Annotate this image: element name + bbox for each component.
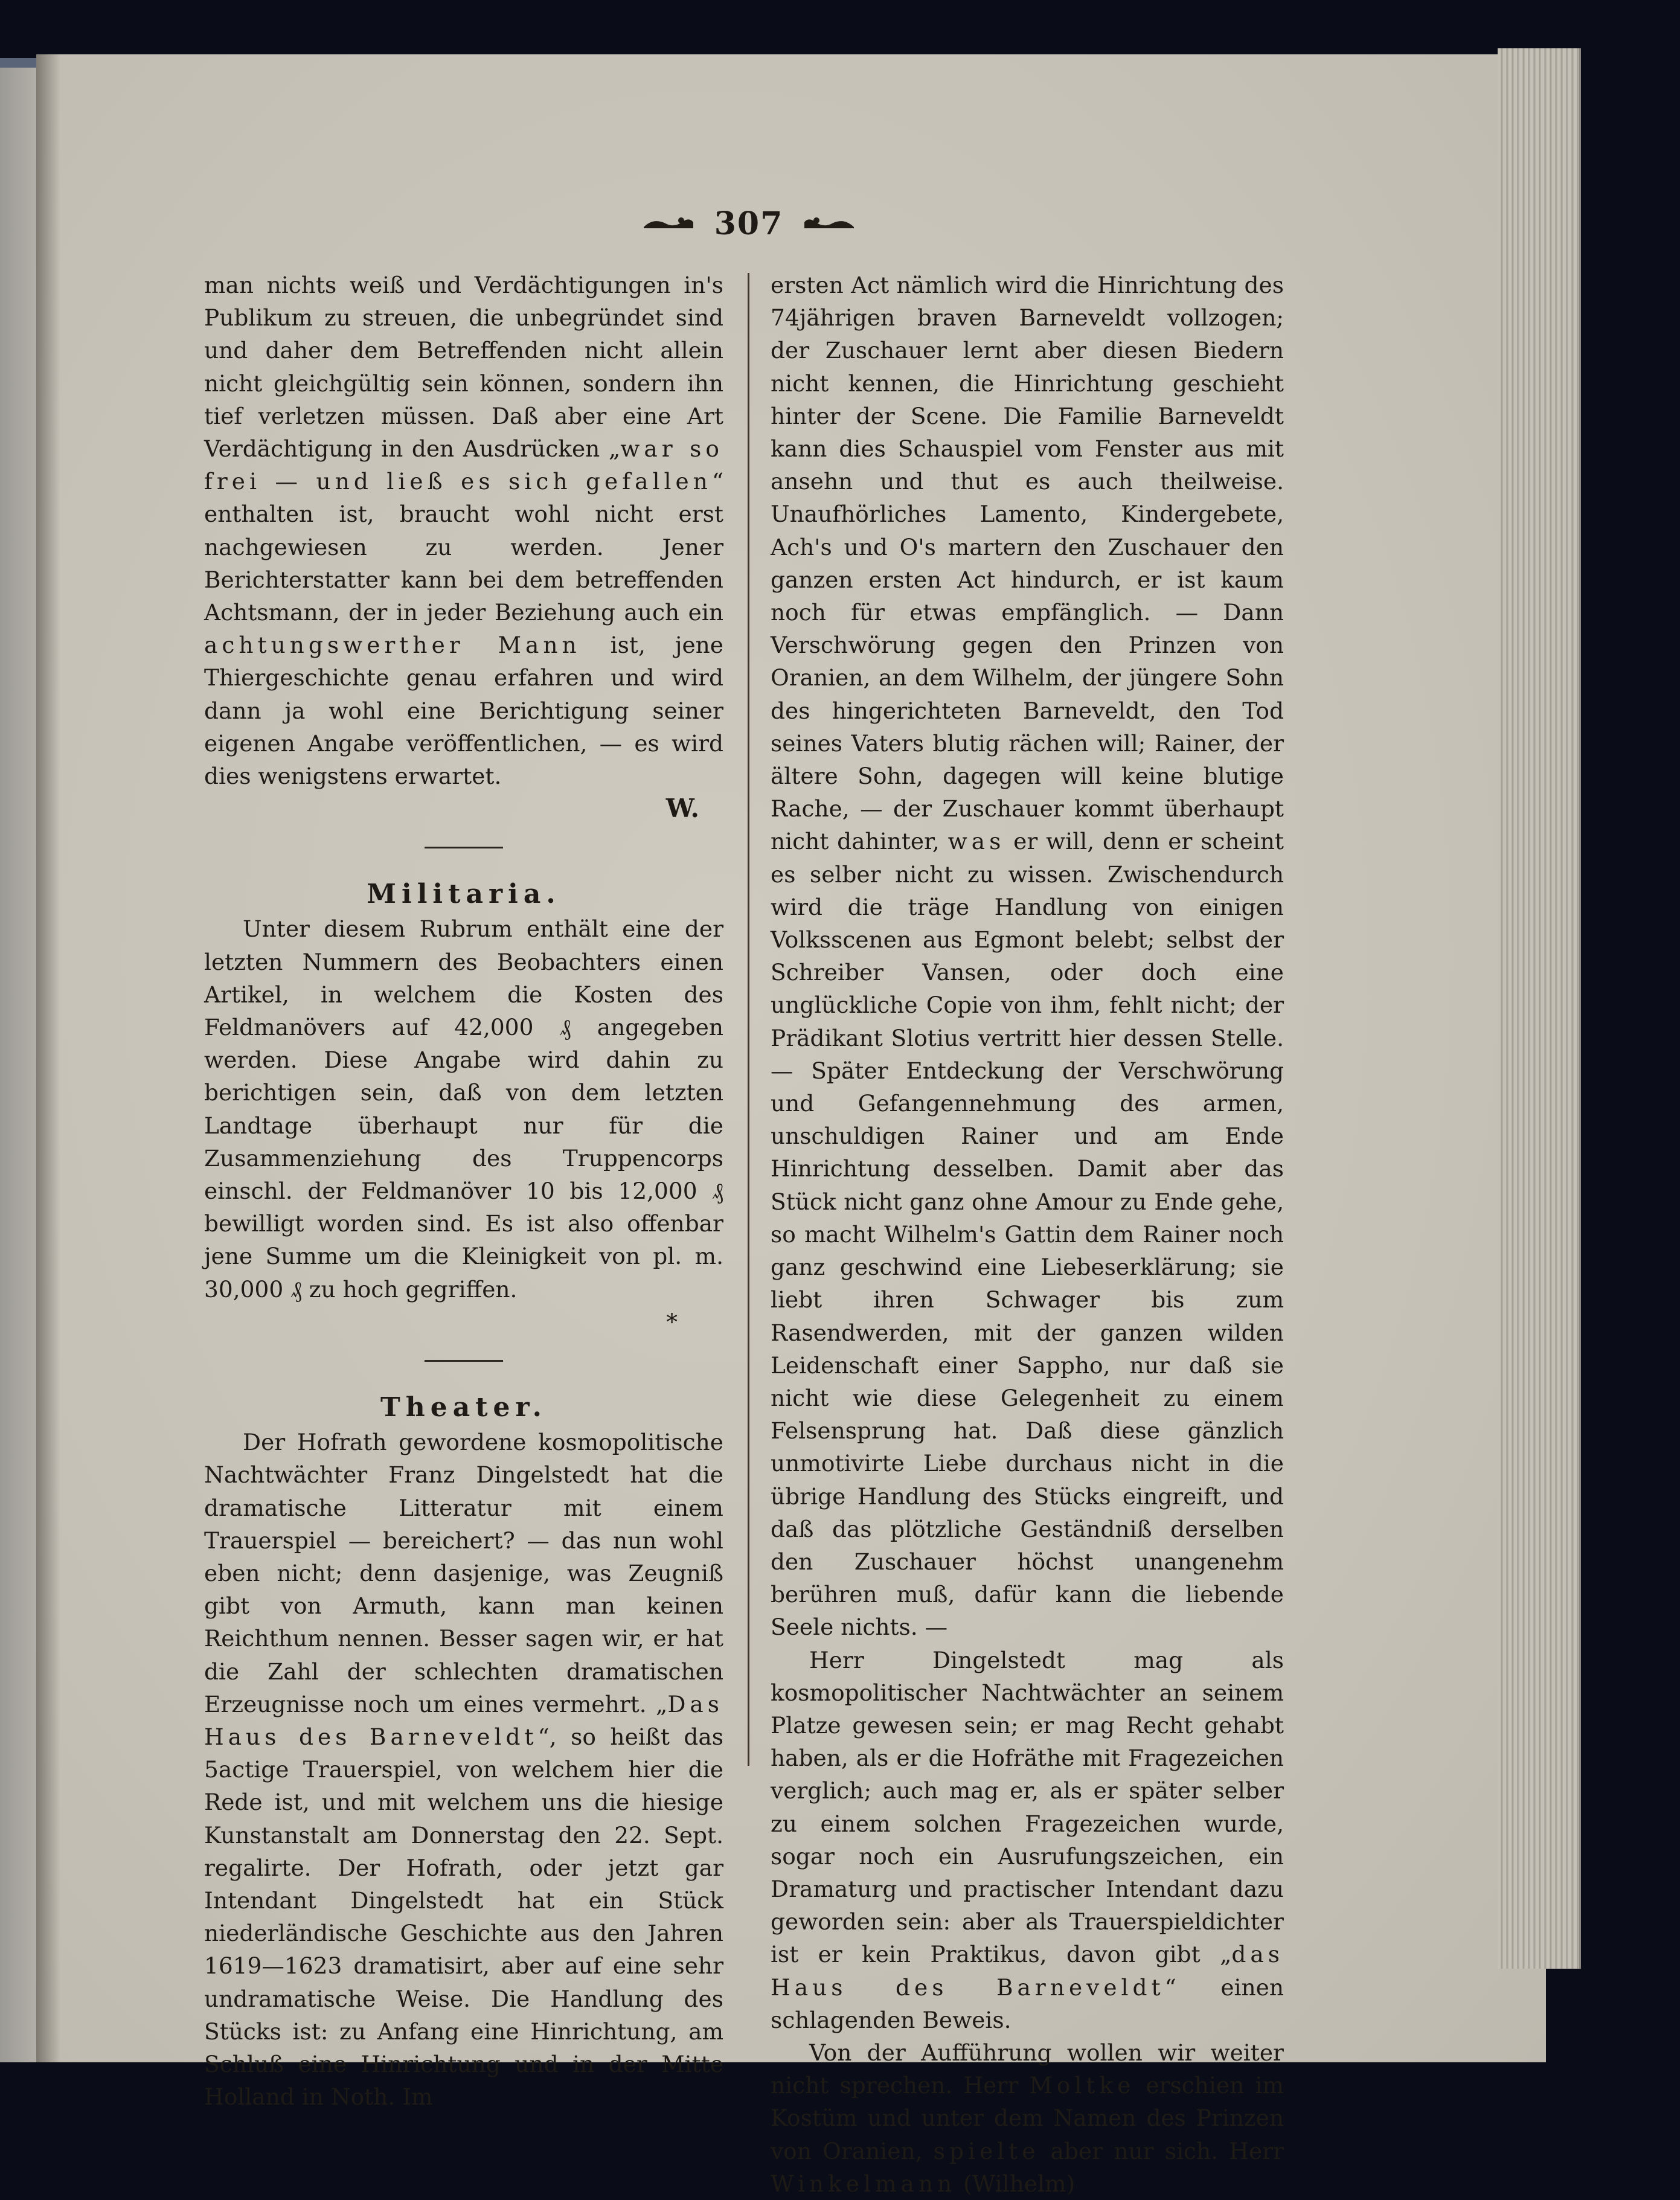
column-divider [748, 273, 749, 1766]
section-title-militaria: Militaria. [367, 879, 561, 910]
emphasis-run: war so frei — und ließ es sich gefallen [204, 435, 724, 495]
dingelstedt-paragraph [771, 1644, 1284, 2036]
paragraph-continuation [204, 269, 723, 792]
text-run: ist, jene Thiergeschichte genau erfahren und wird dann ja wohl eine Berichtigung seiner eigenen Angabe veröffentlichen, — es wird dies wenigstens erwartet. [204, 632, 723, 790]
emphasis-run: spielte [933, 2137, 1040, 2164]
page-number: 307 [714, 205, 784, 242]
right-column [771, 269, 1284, 2200]
section-separator [425, 1360, 503, 1362]
text-run: Von der Aufführung wollen wir weiter nicht sprechen. Herr [771, 2039, 1284, 2099]
text-run: “, so heißt das 5actige Trauerspiel, von welchem hier die Rede ist, und mit welchem uns die hiesige Kunstanstalt am Donnerstag den 22. Sept. regalirte. Der Hofrath, oder jetzt gar Intendant Dingelstedt hat ein Stück niederländische Geschichte aus den Jahren 1619—1623 dramatisirt, aber auf eine sehr undramatische Weise. Die Handlung des Stücks ist: zu Anfang eine Hinrichtung, am Schluß eine Hinrichtung und in der Mitte Holland in Noth. Im [204, 1723, 723, 2111]
emphasis-run: Das Haus des Barneveldt [204, 1690, 723, 1750]
text-run: erschien im Kostüm und unter dem Namen des Prinzen von Oranien, [771, 2072, 1284, 2164]
militaria-paragraph: Unter diesem Rubrum enthält eine der letzten Nummern des Beobachters einen Artikel, in welchem die Kosten des Feldmanövers auf 42,000 ₰ angegeben werden. Diese Angabe wird dahin zu berichtigen sein, daß von dem letzten Landtage überhaupt nur für die Zusammenziehung des Truppencorps einschl. der Feldmanöver 10 bis 12,000 ₰ bewilligt worden sind. Es ist also offenbar jene Summe um die Kleinigkeit von pl. m. 30,000 ₰ zu hoch gegriffen. [204, 916, 723, 1303]
performance-paragraph [771, 2036, 1284, 2200]
left-ornament-icon [641, 215, 696, 233]
emphasis-run: achtungswerther Mann [204, 632, 581, 659]
theater-paragraph [204, 1426, 723, 2113]
left-column [204, 269, 723, 2113]
text-run: Herr Dingelstedt mag als kosmopolitischer Nachtwächter an seinem Platze gewesen sein; er mag Recht gehabt haben, als er die Hofräthe mit Fragezeichen verglich; auch mag er, als er später selber zu einem solchen Fragezeichen wurde, sogar noch ein Ausrufungszeichen, ein Dramaturg und practischer Intendant dazu geworden sein: aber als Trauerspieldichter ist er kein Praktikus, davon gibt „ [771, 1646, 1284, 1968]
page-header [640, 205, 858, 242]
text-run: “ enthalten ist, braucht wohl nicht erst nachgewiesen zu werden. Jener Berichterstatter kann bei dem betreffenden Achtsmann, der in jeder Beziehung auch ein [204, 468, 723, 626]
emphasis-run: was [947, 828, 1005, 855]
right-ornament-icon [802, 215, 856, 233]
emphasis-run: Moltke [1029, 2072, 1135, 2099]
text-run: (Wilhelm) [956, 2170, 1076, 2197]
text-run: man nichts weiß und Verdächtigungen in's Publikum zu streuen, die unbegründet sind und daher dem Betreffenden nicht allein nicht gleichgültig sein können, sondern ihn tief verletzen müssen. Daß aber eine Art Verdächtigung in den Ausdrücken „ [204, 272, 723, 463]
theater-paragraph-continued [771, 269, 1284, 1644]
emphasis-run: Winkelmann [771, 2170, 957, 2197]
text-run: Der Hofrath gewordene kosmopolitische Nachtwächter Franz Dingelstedt hat die dramatische Litteratur mit einem Trauerspiel — bereichert? — das nun wohl eben nicht; denn dasjenige, was Zeugniß gibt von Armuth, kann man keinen Reichthum nennen. Besser sagen wir, er hat die Zahl der schlechten dramatischen Erzeugnisse noch um eines vermehrt. „ [204, 1429, 723, 1717]
facing-page-edge [0, 68, 36, 2062]
emphasis-run: das Haus des Barneveldt [771, 1941, 1284, 2001]
text-run: er will, denn er scheint es selber nicht zu wissen. Zwischendurch wird die träge Handlung von einigen Volksscenen aus Egmont belebt; selbst der Schreiber Vansen, oder doch eine unglückliche Copie von ihm, fehlt nicht; der Prädikant Slotius vertritt hier dessen Stelle. — Später Entdeckung der Verschwörung und Gefangennehmung des armen, unschuldigen Rainer und am Ende Hinrichtung desselben. Damit aber das Stück nicht ganz ohne Amour zu Ende gehe, so macht Wilhelm's Gattin dem Rainer noch ganz geschwind eine Liebeserklärung; sie liebt ihren Schwager bis zum Rasendwerden, mit der ganzen wilden Leidenschaft einer Sappho, nur daß sie nicht wie diese Gelegenheit zu einem Felsensprung hat. Daß diese gänzlich unmotivirte Liebe durchaus nicht in die übrige Handlung des Stücks eingreift, und daß das plötzliche Geständniß derselben den Zuschauer höchst unangenehm berühren muß, dafür kann die liebende Seele nichts. — [771, 828, 1284, 1641]
militaria-mark: * [666, 1308, 678, 1335]
page-gutter-shadow [36, 54, 60, 2062]
text-run: aber nur sich. Herr [1039, 2137, 1284, 2164]
page-stack-edges [1498, 48, 1581, 1969]
section-title-theater: Theater. [380, 1392, 547, 1423]
text-run: “ einen schlagenden Beweis. [771, 1974, 1284, 2033]
text-run: ersten Act nämlich wird die Hinrichtung des 74jährigen braven Barneveldt vollzogen; der Zuschauer lernt aber diesen Biedern nicht kennen, die Hinrichtung geschieht hinter der Scene. Die Familie Barneveldt kann dies Schauspiel vom Fenster aus mit ansehn und thut es auch theilweise. Unaufhörliches Lamento, Kindergebete, Ach's und O's martern den Zuschauer den ganzen ersten Act hindurch, er ist kaum noch für etwas empfänglich. — Dann Verschwörung gegen den Prinzen von Oranien, an dem Wilhelm, der jüngere Sohn des hingerichteten Barneveldt, den Tod seines Vaters blutig rächen will; Rainer, der ältere Sohn, dagegen will keine blutige Rache, — der Zuschauer kommt überhaupt nicht dahinter, [771, 272, 1284, 855]
section-separator [425, 847, 503, 848]
background-corner [1546, 1969, 1680, 2062]
author-signature: W. [665, 794, 699, 824]
